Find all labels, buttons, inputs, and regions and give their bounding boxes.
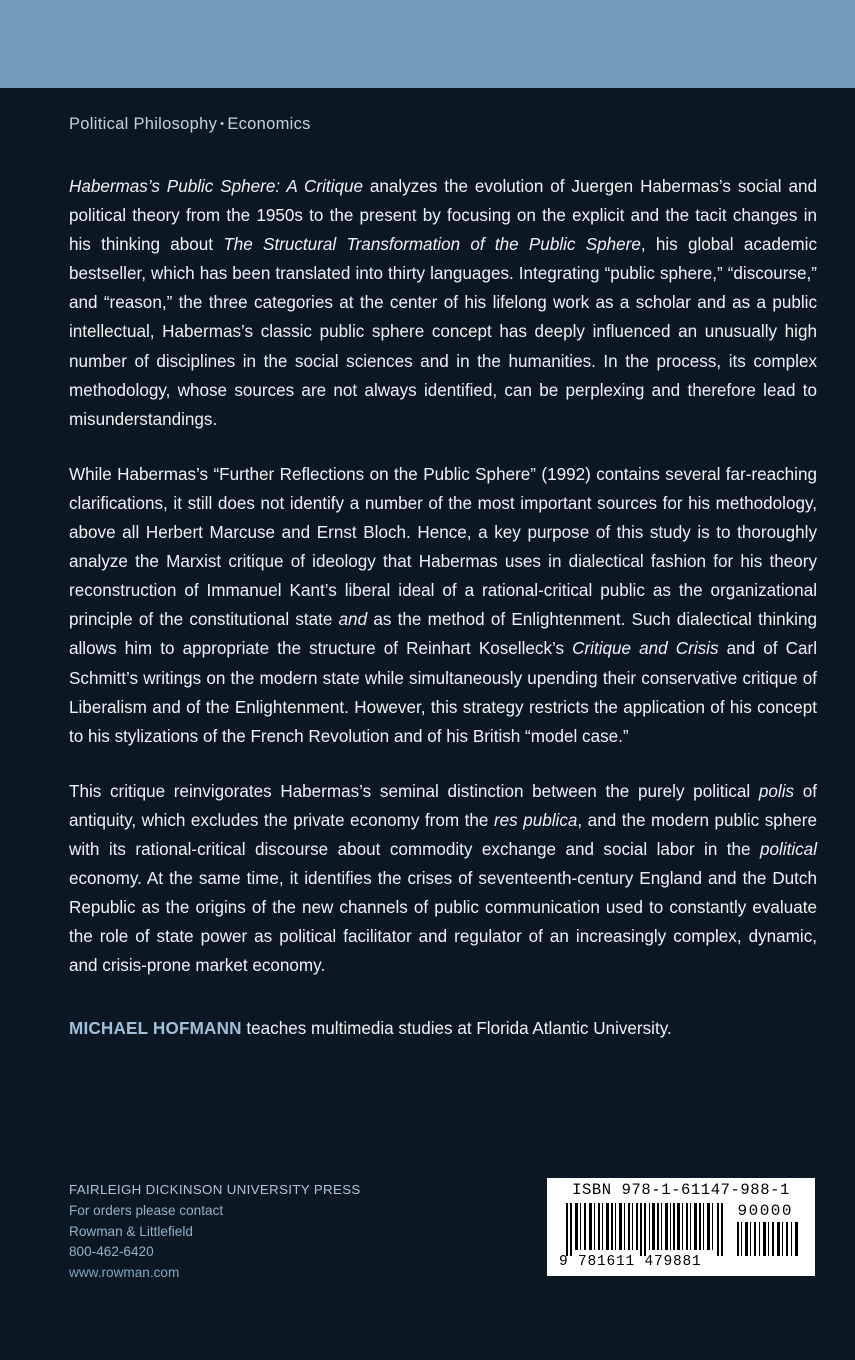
p3-run-2: of antiquity, which excludes the private economy from the bbox=[69, 781, 817, 830]
bullet-separator-icon: • bbox=[220, 118, 225, 130]
p2-run-1: While Habermas’s “Further Reflections on the Public Sphere” (1992) contains several far-reaching clarifications, it still does not identify a number of the most important sources for his methodology, above all Herbert Marcuse and Ernst Bloch. Hence, a key purpose of this study is to thoroughly analyze the Marxist critique of ideology that Habermas uses in dialectical fashion for his theory reconstruction of Immanuel Kant’s liberal ideal of a rational-critical public as the organizational principle of the constitutional state bbox=[69, 464, 817, 630]
publisher-press-name: FAIRLEIGH DICKINSON UNIVERSITY PRESS bbox=[69, 1182, 361, 1197]
category-secondary: Economics bbox=[227, 115, 311, 133]
blurb-text bbox=[69, 172, 817, 980]
blurb-paragraph-2 bbox=[69, 460, 817, 751]
category-primary: Political Philosophy bbox=[69, 115, 218, 133]
book-title-italic: Habermas’s Public Sphere: A Critique bbox=[69, 177, 363, 196]
isbn-text: ISBN 978-1-61147-988-1 bbox=[572, 1181, 790, 1199]
cover-content bbox=[69, 88, 817, 1044]
p3-run-3: , and the modern public sphere with its rational-critical discourse about commodity exchange and social labor in the bbox=[69, 810, 817, 859]
subject-category-line bbox=[69, 115, 817, 134]
p3-run-1: This critique reinvigorates Habermas’s seminal distinction between the purely political bbox=[69, 781, 759, 801]
p3-italic-res-publica: res publica bbox=[493, 810, 578, 830]
publisher-block bbox=[69, 1180, 469, 1284]
isbn-barcode bbox=[547, 1178, 815, 1276]
publisher-phone: 800-462-6420 bbox=[69, 1244, 154, 1260]
referenced-work-italic: The Structural Transformation of the Public Sphere bbox=[223, 235, 641, 255]
ean-digits-text: 9 781611 479881 bbox=[559, 1254, 702, 1270]
publisher-orders-line: For orders please contact bbox=[69, 1202, 224, 1218]
top-banner bbox=[0, 0, 855, 88]
p2-run-3: and of Carl Schmitt’s writings on the modern state while simultaneously upending their conservative critique of Liberalism and of the Enlightenment. However, this strategy restricts the application of his concept to his stylizations of the French Revolution and of his British “model case.” bbox=[69, 639, 817, 746]
p2-run-2: as the method of Enlightenment. Such dialectical thinking allows him to appropriate the structure of Reinhart Koselleck’s bbox=[69, 610, 817, 659]
blurb-paragraph-3 bbox=[69, 777, 817, 981]
p2-italic-and: and bbox=[338, 610, 368, 630]
author-bio bbox=[69, 1014, 817, 1043]
p3-italic-political: political bbox=[759, 839, 817, 859]
p2-italic-critique-and-crisis: Critique and Crisis bbox=[572, 639, 719, 659]
barcode-bars-main bbox=[566, 1203, 723, 1256]
publisher-website[interactable]: www.rowman.com bbox=[69, 1265, 180, 1281]
p3-run-4: economy. At the same time, it identifies the crises of seventeenth-century England and the Dutch Republic as the origins of the new channels of public communication used to constantly evaluate the role of state power as political facilitator and regulator of an increasingly complex, dynamic, and crisis-prone market economy. bbox=[69, 869, 817, 976]
p1-run-1: analyzes the evolution of Juergen Habermas’s social and political theory from the 1950s to the present by focusing on the explicit and the tacit changes in his thinking about bbox=[69, 177, 817, 255]
p3-italic-polis: polis bbox=[758, 781, 795, 801]
barcode-bars-addon bbox=[737, 1222, 799, 1256]
author-bio-text: teaches multimedia studies at Florida Atlantic University. bbox=[241, 1019, 672, 1039]
p1-run-2: , his global academic bestseller, which has been translated into thirty languages. Integrating “public sphere,” “discourse,” and “reason,” the three categories at the center of his lifelong work as a scholar and as a public intellectual, Habermas’s classic public sphere concept has deeply influenced an unusually high number of disciplines in the social sciences and in the humanities. In the process, its complex methodology, whose sources are not always identified, can be perplexing and therefore lead to misunderstandings. bbox=[69, 235, 817, 429]
publisher-distributor: Rowman & Littlefield bbox=[69, 1223, 193, 1239]
author-name: MICHAEL HOFMANN bbox=[69, 1019, 242, 1039]
price-code-text: 90000 bbox=[737, 1202, 793, 1220]
blurb-paragraph-1 bbox=[69, 172, 817, 434]
